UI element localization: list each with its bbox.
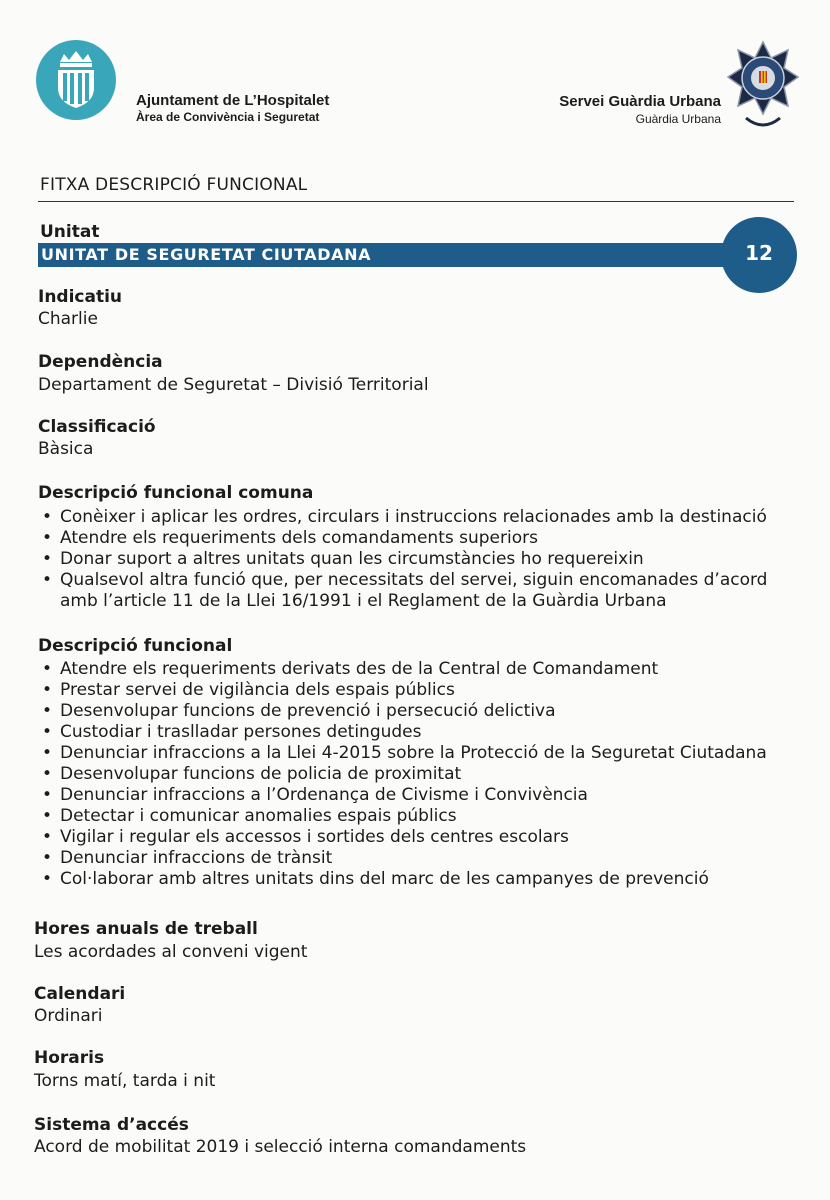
list-item: • Denunciar infraccions de trànsit — [38, 848, 767, 869]
calendari-label: Calendari — [34, 984, 126, 1004]
police-star-badge-icon — [726, 40, 800, 134]
common-functions-list — [38, 507, 767, 612]
city-coat-of-arms-icon — [36, 40, 116, 120]
list-item-continuation: amb l’article 11 de la Llei 16/1991 i el Reglament de la Guàrdia Urbana — [60, 591, 667, 611]
acces-label: Sistema d’accés — [34, 1115, 189, 1135]
unit-number: 12 — [745, 241, 773, 265]
list-item: • Custodiar i traslladar persones detingudes — [38, 722, 767, 743]
list-item: • Conèixer i aplicar les ordres, circulars i instruccions relacionades amb la destinació — [38, 507, 767, 528]
organization-department: Àrea de Convivència i Seguretat — [136, 110, 320, 124]
unit-name: UNITAT DE SEGURETAT CIUTADANA — [41, 245, 372, 264]
unit-number-badge — [721, 217, 797, 293]
document-title: FITXA DESCRIPCIÓ FUNCIONAL — [40, 175, 308, 195]
list-item: • Vigilar i regular els accessos i sortides dels centres escolars — [38, 827, 767, 848]
header-left — [36, 40, 376, 130]
horaris-value: Torns matí, tarda i nit — [34, 1071, 216, 1091]
service-name: Servei Guàrdia Urbana — [559, 93, 721, 110]
list-item: • Donar suport a altres unitats quan les circumstàncies ho requereixin — [38, 549, 767, 570]
hores-value: Les acordades al conveni vigent — [34, 942, 308, 962]
indicatiu-value: Charlie — [38, 309, 98, 329]
classificacio-value: Bàsica — [38, 439, 94, 459]
organization-name: Ajuntament de L’Hospitalet — [136, 92, 330, 109]
acces-value: Acord de mobilitat 2019 i selecció interna comandaments — [34, 1137, 527, 1157]
functions-list — [38, 659, 767, 890]
list-item: • Atendre els requeriments dels comandaments superiors — [38, 528, 767, 549]
header-right — [520, 40, 800, 140]
classificacio-label: Classificació — [38, 417, 156, 437]
service-subtitle: Guàrdia Urbana — [635, 112, 721, 126]
dependencia-label: Dependència — [38, 352, 163, 372]
unit-name-bar — [38, 243, 758, 267]
list-item: • Desenvolupar funcions de policia de proximitat — [38, 764, 767, 785]
horaris-label: Horaris — [34, 1048, 105, 1068]
functions-heading: Descripció funcional — [38, 636, 233, 656]
common-functions-heading: Descripció funcional comuna — [38, 483, 314, 503]
list-item: • Detectar i comunicar anomalies espais públics — [38, 806, 767, 827]
title-divider — [38, 201, 794, 202]
list-item: • Qualsevol altra funció que, per necessitats del servei, siguin encomanades d’acord amb l’article 11 de la Llei 16/1991 i el Reglament de la Guàrdia Urbana — [38, 570, 767, 612]
list-item: • Denunciar infraccions a la Llei 4-2015 sobre la Protecció de la Seguretat Ciutadana — [38, 743, 767, 764]
list-item: • Col·laborar amb altres unitats dins del marc de les campanyes de prevenció — [38, 869, 767, 890]
list-item: • Atendre els requeriments derivats des de la Central de Comandament — [38, 659, 767, 680]
list-item: • Desenvolupar funcions de prevenció i persecució delictiva — [38, 701, 767, 722]
hores-label: Hores anuals de treball — [34, 919, 258, 939]
calendari-value: Ordinari — [34, 1006, 103, 1026]
indicatiu-label: Indicatiu — [38, 287, 123, 307]
list-item: • Denunciar infraccions a l’Ordenança de Civisme i Convivència — [38, 785, 767, 806]
list-item: • Prestar servei de vigilància dels espais públics — [38, 680, 767, 701]
unit-label: Unitat — [40, 222, 100, 242]
dependencia-value: Departament de Seguretat – Divisió Territorial — [38, 375, 429, 395]
